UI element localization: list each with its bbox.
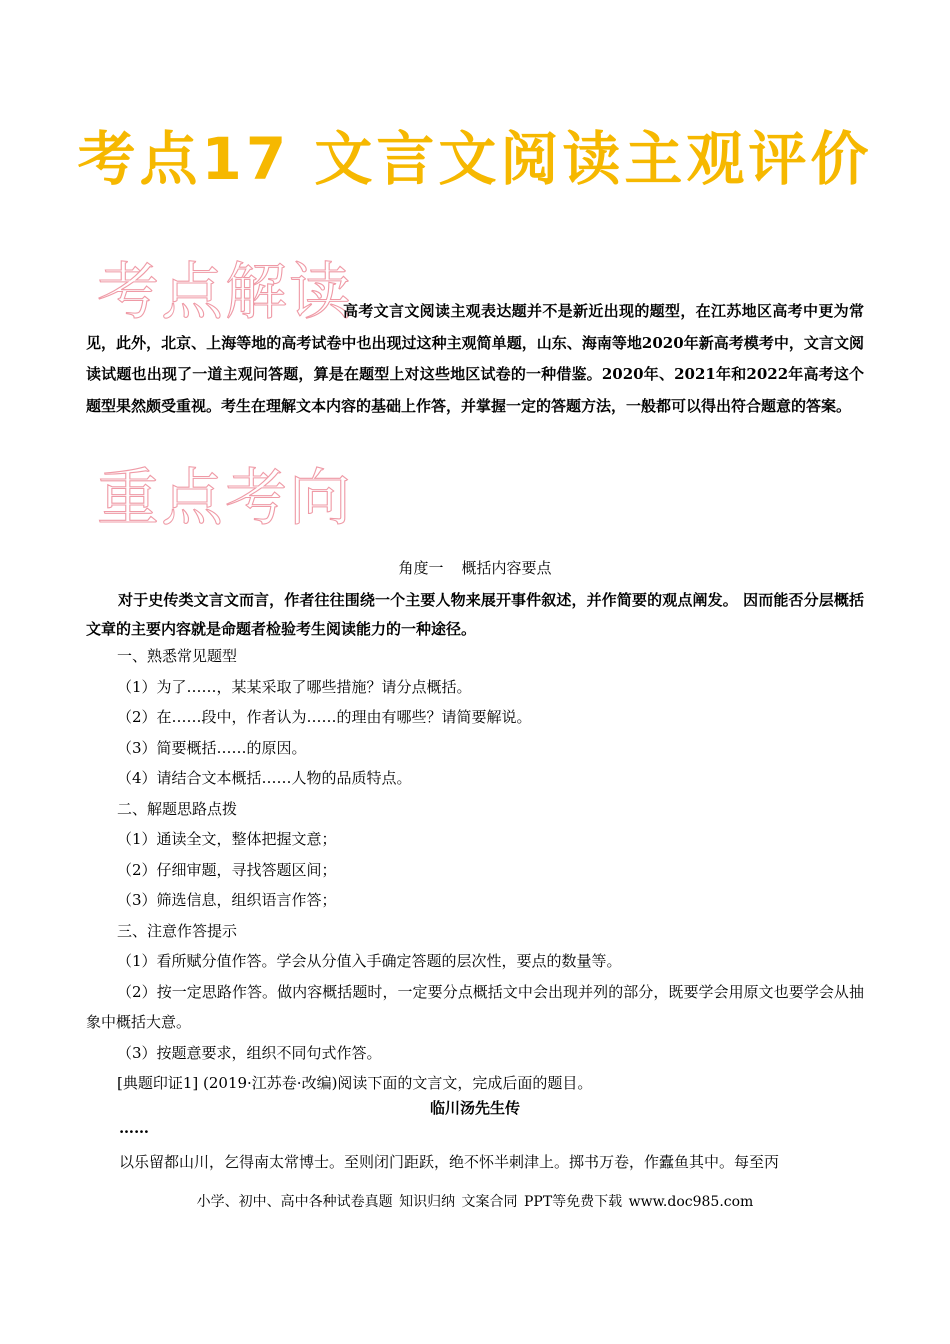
page-title: 考点17 文言文阅读主观评价 — [77, 125, 873, 193]
list-item: （1）为了……，某某采取了哪些措施？请分点概括。 — [117, 677, 472, 696]
list-item: 三、注意作答提示 — [117, 921, 238, 940]
list-item: （4）请结合文本概括……人物的品质特点。 — [117, 769, 412, 787]
page-footer: 小学、初中、高中各种试卷真题 知识归纳 文案合同 PPT等免费下载 www.doc985.com — [196, 1194, 754, 1210]
list-item: （3）筛选信息，组织语言作答； — [117, 891, 337, 909]
list-item: （3）简要概括……的原因。 — [117, 738, 307, 757]
ellipsis: …… — [119, 1119, 149, 1137]
list-item: （1）看所赋分值作答。学会从分值入手确定答题的层次性，要点的数量等。 — [117, 952, 622, 970]
method-list — [86, 641, 864, 1099]
list-item: （2）在……段中，作者认为……的理由有哪些？请简要解说。 — [117, 708, 532, 726]
passage-text: 以乐留都山川，乞得南太常博士。至则闭门距跃，绝不怀半刺津上。掷书万卷，作蠹鱼其中。每至丙 — [119, 1153, 780, 1171]
lead-paragraph: 对于史传类文言文而言，作者往往围绕一个主要人物来展开事件叙述，并作简要的观点阐发。 因而能否分层概括文章的主要内容就是命题者检验考生阅读能力的一种途径。 — [86, 591, 864, 638]
intro-paragraph: 高考文言文阅读主观表达题并不是新近出现的题型，在江苏地区高考中更为常见，此外，北京、上海等地的高考试卷中也出现过这种主观简单题，山东、海南等地2020年新高考模考中，文言文阅读试题也出现了一道主观问答题，算是在题型上对这些地区试卷的一种借鉴。2020年、2021年和2022年高考这个题型果然颇受重视。考生在理解文本内容的基础上作答，并掌握一定的答题方法，一般都可以得出符合题意的答案。 — [86, 302, 864, 415]
angle-heading — [0, 557, 950, 578]
section-heading-focus: 重点考向 — [97, 461, 354, 534]
angle-label: 角度一 — [398, 559, 444, 577]
list-item: （3）按题意要求，组织不同句式作答。 — [117, 1043, 382, 1062]
angle-title: 概括内容要点 — [461, 559, 552, 577]
list-item: （2）仔细审题，寻找答题区间； — [117, 860, 337, 879]
list-item: 一、熟悉常见题型 — [117, 647, 238, 665]
section-heading-analysis: 考点解读 — [97, 255, 354, 328]
example-prompt: [典题印证1] (2019·江苏卷·改编)阅读下面的文言文，完成后面的题目。 — [117, 1074, 593, 1092]
list-item: （2）按一定思路作答。做内容概括题时，一定要分点概括文中会出现并列的部分，既要学会用原文也要学会从抽象中概括大意。 — [86, 982, 864, 1031]
list-item: （1）通读全文，整体把握文意； — [117, 830, 337, 848]
list-item: 二、解题思路点拨 — [117, 799, 238, 818]
story-title: 临川汤先生传 — [429, 1099, 520, 1117]
